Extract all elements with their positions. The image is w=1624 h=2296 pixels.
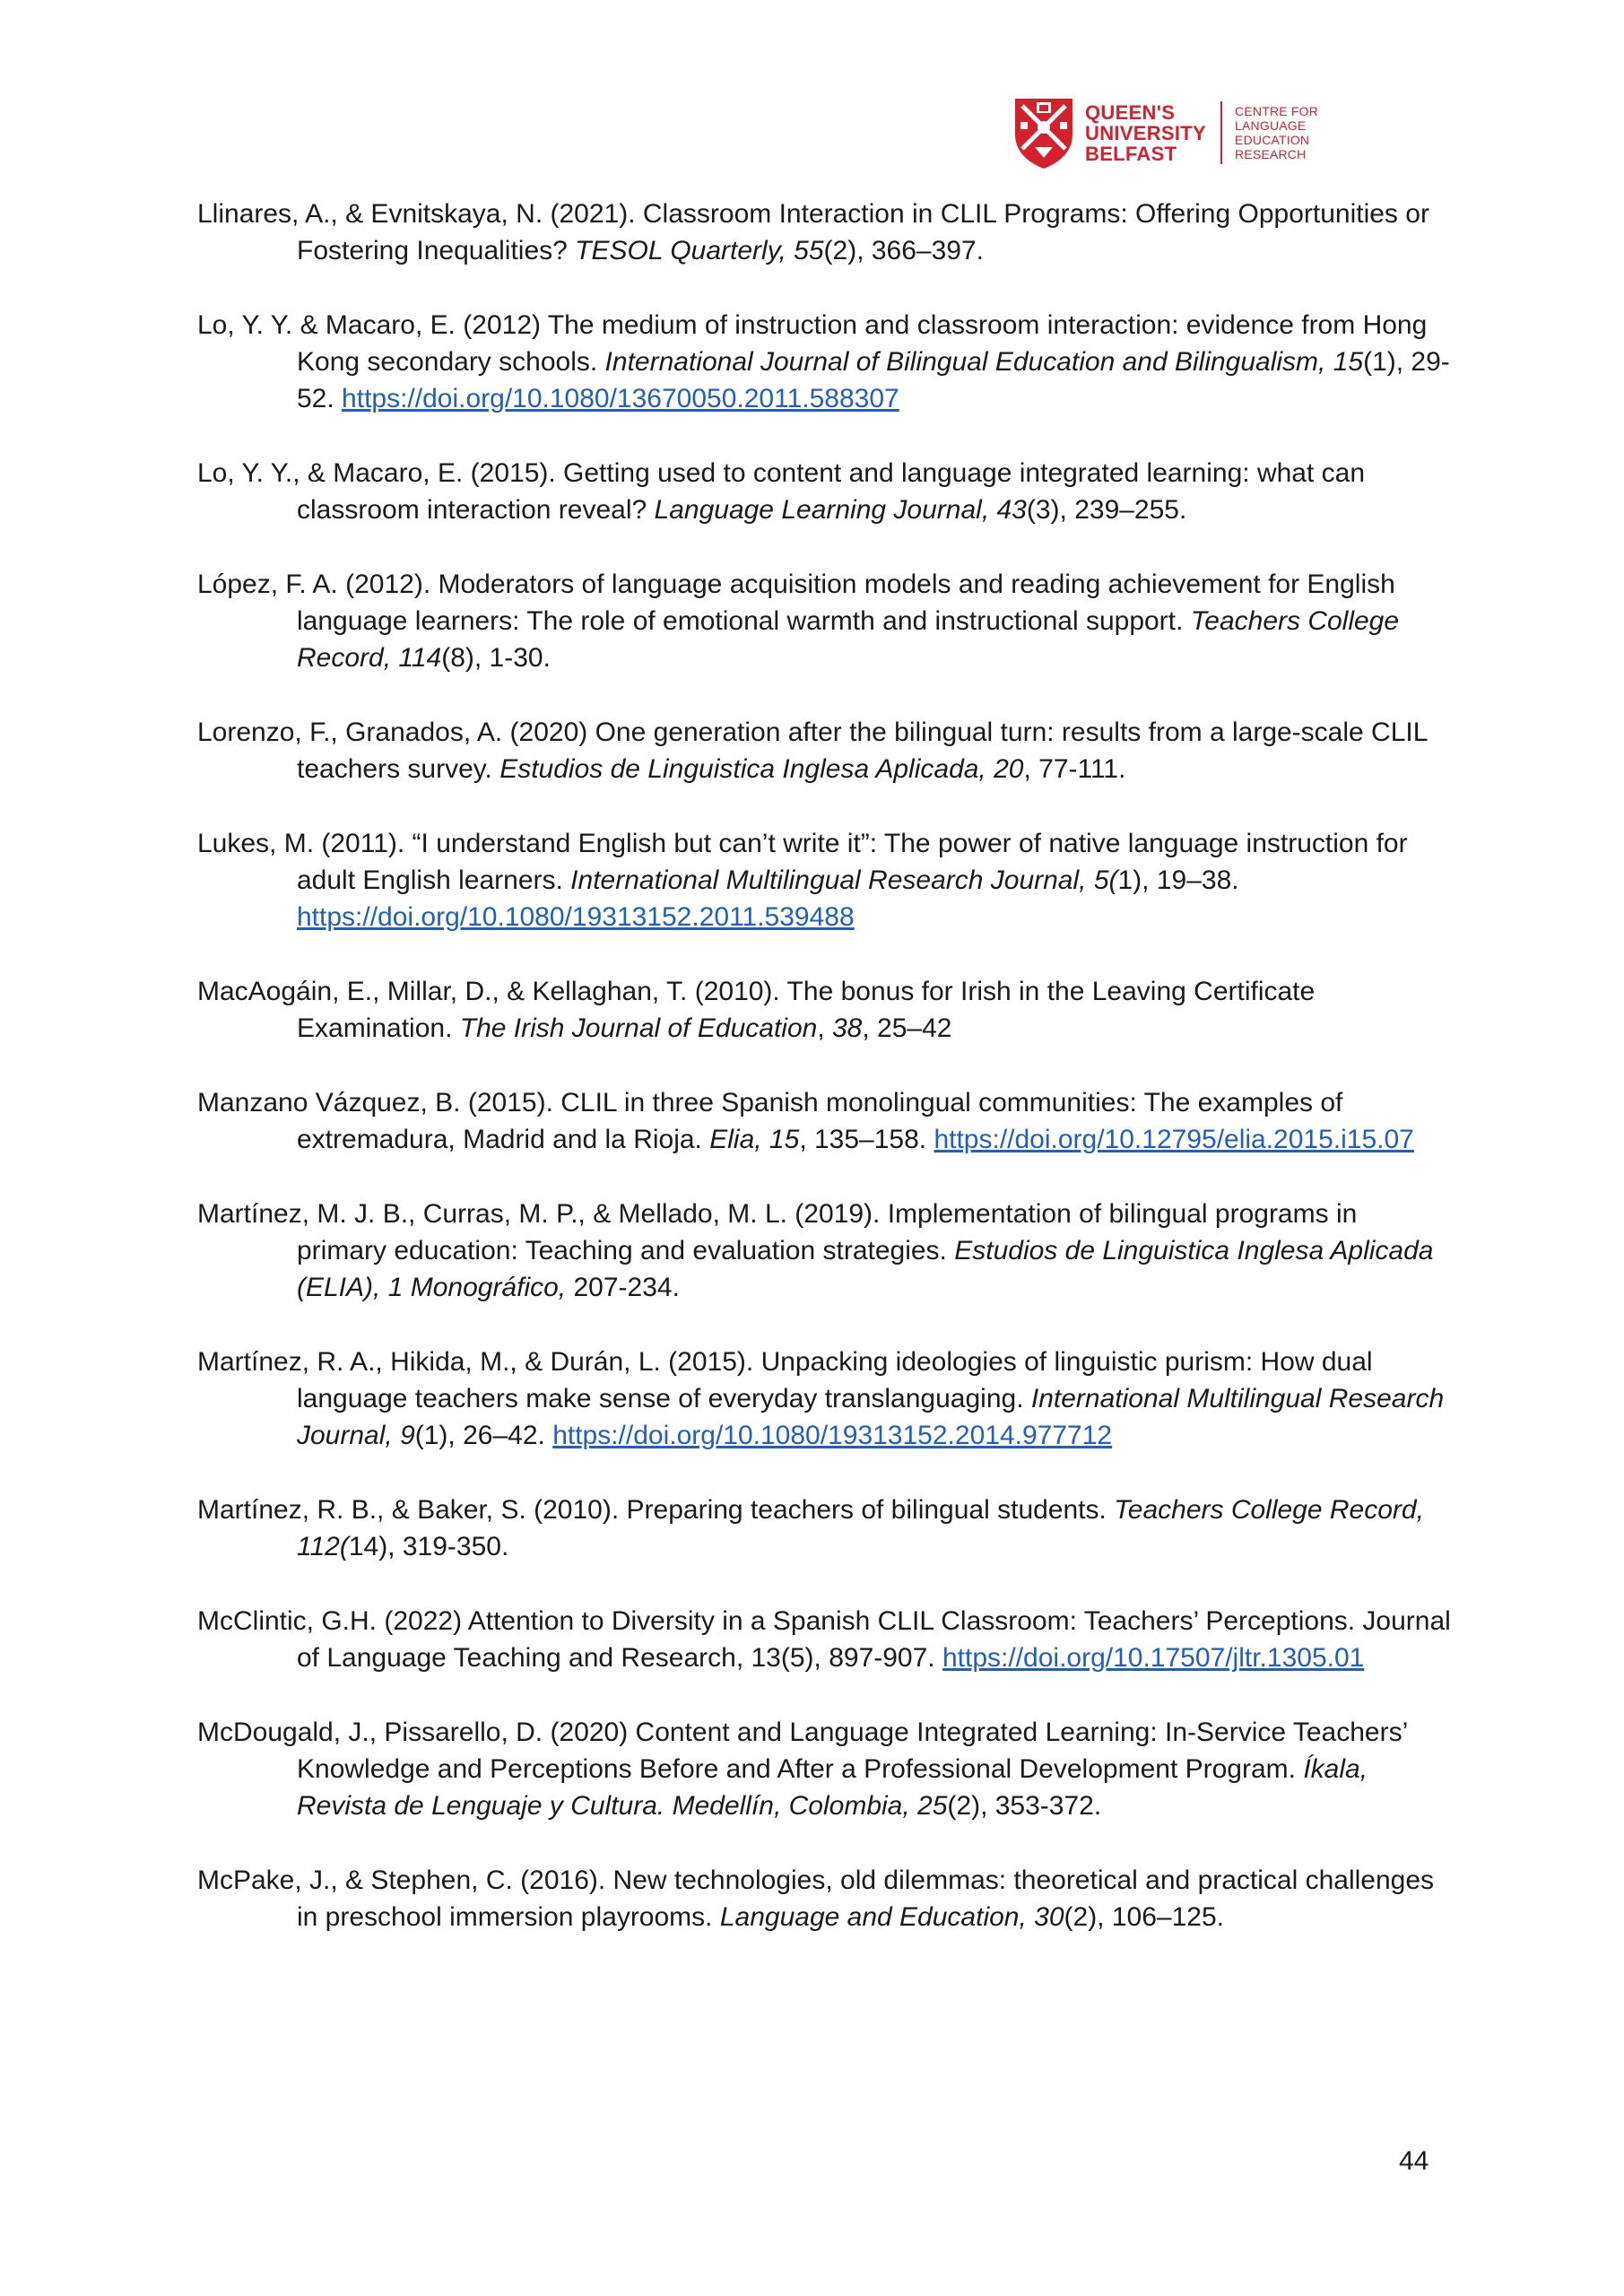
- logo-line: BELFAST: [1085, 142, 1177, 165]
- reference-list: [197, 196, 1453, 1973]
- reference-entry: Llinares, A., & Evnitskaya, N. (2021). Classroom Interaction in CLIL Programs: Offering Opportunities or Fostering Inequalities? TESOL Quarterly, 55(2), 366–397.: [197, 199, 1429, 265]
- reference-entry: Lorenzo, F., Granados, A. (2020) One generation after the bilingual turn: results from a large-scale CLIL teachers survey. Estudios de Linguistica Inglesa Aplicada, 20, 77-111.: [197, 718, 1428, 784]
- reference-entry: Martínez, R. B., & Baker, S. (2010). Preparing teachers of bilingual students. Teachers College Record, 112(14), 319-350.: [197, 1495, 1424, 1561]
- reference-entry: Manzano Vázquez, B. (2015). CLIL in three Spanish monolingual communities: The examples of extremadura, Madrid and la Rioja. Elia, 15, 135–158. https://doi.org/10.12795/elia.2015.i15.07: [197, 1088, 1414, 1154]
- university-logo: [1012, 93, 1361, 172]
- reference-entry: López, F. A. (2012). Moderators of language acquisition models and reading achievement for English language learners: The role of emotional warmth and instructional support. Teachers College Record, 114(8), 1-30.: [197, 570, 1400, 673]
- logo-divider: [1220, 101, 1222, 164]
- university-name: [1085, 102, 1206, 164]
- centre-line: RESEARCH: [1235, 147, 1307, 161]
- reference-entry: Martínez, M. J. B., Curras, M. P., & Mellado, M. L. (2019). Implementation of bilingual programs in primary education: Teaching and evaluation strategies. Estudios de Linguistica Inglesa Aplicada (ELIA), 1 Monográfico, 207-234.: [197, 1199, 1434, 1302]
- doi-link[interactable]: https://doi.org/10.12795/elia.2015.i15.07: [934, 1125, 1414, 1154]
- doi-link[interactable]: https://doi.org/10.1080/19313152.2011.539488: [297, 902, 855, 932]
- university-crest-icon: [1012, 95, 1076, 170]
- centre-line: CENTRE FOR: [1235, 104, 1319, 118]
- centre-name: [1235, 104, 1318, 161]
- doi-link[interactable]: https://doi.org/10.1080/13670050.2011.588307: [342, 384, 899, 413]
- reference-entry: Martínez, R. A., Hikida, M., & Durán, L. (2015). Unpacking ideologies of linguistic purism: How dual language teachers make sense of everyday translanguaging. International Multilingual Research Journal, 9(1), 26–42. https://doi.org/10.1080/19313152.2014.977712: [197, 1347, 1445, 1450]
- doi-link[interactable]: https://doi.org/10.17507/jltr.1305.01: [942, 1643, 1365, 1673]
- centre-line: LANGUAGE: [1235, 118, 1307, 133]
- reference-entry: McDougald, J., Pissarello, D. (2020) Content and Language Integrated Learning: In-Service Teachers’ Knowledge and Perceptions Before and After a Professional Development Program. Íkala, Revista de Lenguaje y Cultura. Medellín, Colombia, 25(2), 353-372.: [197, 1718, 1408, 1821]
- reference-entry: Lukes, M. (2011). “I understand English but can’t write it”: The power of native language instruction for adult English learners. International Multilingual Research Journal, 5(1), 19–38. https://doi.org/10.1080/19313152.2011.539488: [197, 829, 1408, 932]
- logo-line: QUEEN'S: [1085, 100, 1176, 124]
- reference-entry: MacAogáin, E., Millar, D., & Kellaghan, T. (2010). The bonus for Irish in the Leaving Certificate Examination. The Irish Journal of Education, 38, 25–42: [197, 977, 1316, 1043]
- reference-entry: Lo, Y. Y. & Macaro, E. (2012) The medium of instruction and classroom interaction: evidence from Hong Kong secondary schools. International Journal of Bilingual Education and Bilingualism, 15(1), 29-52. https://doi.org/10.1080/13670050.2011.588307: [197, 310, 1450, 413]
- centre-line: EDUCATION: [1235, 133, 1310, 147]
- doi-link[interactable]: https://doi.org/10.1080/19313152.2014.977712: [552, 1421, 1113, 1450]
- page-number: 44: [1399, 2146, 1429, 2176]
- reference-entry: McPake, J., & Stephen, C. (2016). New technologies, old dilemmas: theoretical and practical challenges in preschool immersion playrooms. Language and Education, 30(2), 106–125.: [197, 1866, 1435, 1932]
- reference-entry: McClintic, G.H. (2022) Attention to Diversity in a Spanish CLIL Classroom: Teachers’ Perceptions. Journal of Language Teaching and Research, 13(5), 897-907. https://doi.org/10.17507/jltr.1305.01: [197, 1606, 1451, 1673]
- logo-line: UNIVERSITY: [1085, 121, 1207, 144]
- reference-entry: Lo, Y. Y., & Macaro, E. (2015). Getting used to content and language integrated learning: what can classroom interaction reveal? Language Learning Journal, 43(3), 239–255.: [197, 458, 1366, 525]
